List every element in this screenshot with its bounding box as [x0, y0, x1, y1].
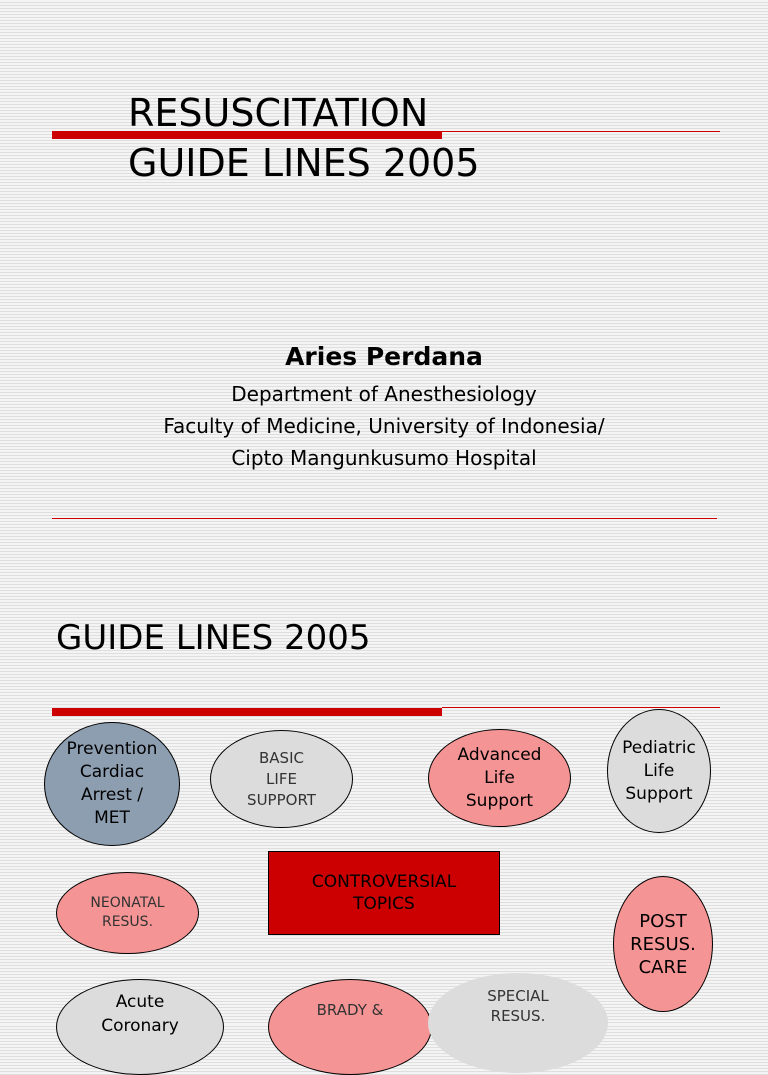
slide-title	[128, 88, 480, 188]
accent-line-thin	[442, 131, 720, 132]
accent-line-thin	[442, 707, 720, 708]
node-post-resus-care: POST RESUS. CARE	[613, 876, 713, 1012]
node-brady: BRADY &	[268, 979, 432, 1075]
node-pediatric-life-support: Pediatric Life Support	[607, 709, 711, 833]
slide-title: GUIDE LINES 2005	[56, 618, 371, 658]
accent-bar-thick	[52, 708, 442, 716]
guidelines-slide	[0, 512, 768, 1036]
node-basic-life-support: BASIC LIFE SUPPORT	[210, 730, 353, 828]
node-neonatal-resus: NEONATAL RESUS.	[56, 872, 199, 954]
node-controversial-topics: CONTROVERSIAL TOPICS	[268, 851, 500, 935]
slide-title-line-2: GUIDE LINES 2005	[128, 141, 480, 185]
author-name: Aries Perdana	[285, 342, 483, 371]
affiliation-department: Department of Anesthesiology	[231, 382, 537, 406]
node-special-resus: SPECIAL RESUS.	[428, 973, 608, 1073]
node-prevention-cardiac-arrest: Prevention Cardiac Arrest / MET	[44, 722, 180, 846]
node-advanced-life-support: Advanced Life Support	[428, 729, 571, 827]
affiliation-hospital: Cipto Mangunkusumo Hospital	[231, 446, 537, 470]
title-slide	[0, 0, 768, 512]
node-acute-coronary: Acute Coronary	[56, 979, 224, 1075]
affiliation-faculty: Faculty of Medicine, University of Indonesia/	[163, 414, 605, 438]
slide-title-line-1: RESUSCITATION	[128, 91, 429, 135]
